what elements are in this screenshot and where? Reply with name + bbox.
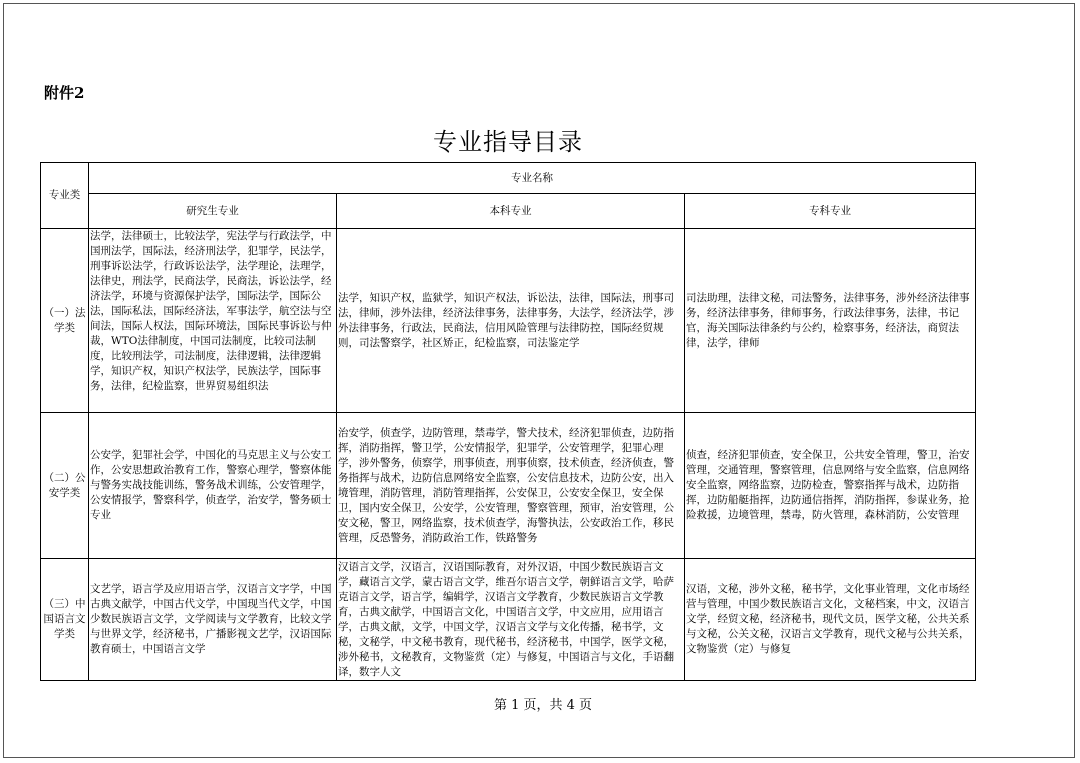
junior-cell: 汉语，文秘，涉外文秘，秘书学，文化事业管理，文化市场经营与管理，中国少数民族语言文化，文秘档案，中文，汉语言文学，经贸文秘，经济秘书，现代文员，医学文秘，公共关系与文秘，公关文秘，汉语言文学教育，现代文秘与公共关系，文物鉴赏（定）与修复 (685, 559, 976, 681)
header-row-2 (41, 194, 976, 229)
major-catalog-table (40, 162, 976, 681)
graduate-cell: 公安学，犯罪社会学，中国化的马克思主义与公安工作，公安思想政治教育工作，警察心理学，警察体能与警务实战技能训练，警务战术训练，公安管理学，公安情报学，警察科学，侦查学，治安学，警务硕士专业 (89, 413, 337, 559)
header-category: 专业类 (41, 163, 89, 229)
header-undergraduate: 本科专业 (337, 194, 685, 229)
table-row (41, 559, 976, 681)
undergraduate-cell: 法学，知识产权，监狱学，知识产权法，诉讼法，法律，国际法，刑事司法，律师，涉外法律，经济法律事务，法律事务，大法学，经济法学，涉外法律事务，行政法，民商法，信用风险管理与法律防控，国际经贸规则，司法警察学，社区矫正，纪检监察，司法鉴定学 (337, 229, 685, 413)
header-junior: 专科专业 (685, 194, 976, 229)
category-cell: （三）中国语言文学类 (41, 559, 89, 681)
attachment-label: 附件2 (44, 84, 85, 102)
undergraduate-cell: 治安学，侦查学，边防管理，禁毒学，警犬技术，经济犯罪侦查，边防指挥，消防指挥，警卫学，公安情报学，犯罪学，公安管理学，犯罪心理学，涉外警务，侦察学，刑事侦查，刑事侦察，技术侦查，经济侦查，警务指挥与战术，边防信息网络安全监察，公安信息技术，边防公安，出入境管理，消防管理，消防管理指挥，公安保卫，公安安全保卫，安全保卫，国内安全保卫，公安学，公安管理，警察管理，预审，治安管理，公安文秘，警卫，网络监察，技术侦查学，海警执法，公安政治工作，移民管理，反恐警务，消防政治工作，铁路警务 (337, 413, 685, 559)
header-major-name: 专业名称 (89, 163, 976, 194)
header-graduate: 研究生专业 (89, 194, 337, 229)
category-cell: （二）公安学类 (41, 413, 89, 559)
category-cell: （一）法学类 (41, 229, 89, 413)
graduate-text: 法学，法律硕士，比较法学，宪法学与行政法学，中国刑法学，国际法，经济刑法学，犯罪学，民法学，刑事诉讼法学，行政诉讼法学，法学理论，法理学，法律史，刑法学，民商法学，民商法，诉讼法学，经济法学，环境与资源保护法学，国际法学，国际公法，国际私法，国际经济法，军事法学，航空法与空间法，国际人权法，国际环境法，国际民事诉讼与仲裁，WTO法律制度，中国司法制度，比较司法制度，比较刑法学，司法制度，法律逻辑，法律逻辑学，知识产权，知识产权法学，民族法学，国际事务，法律，纪检监察，世界贸易组织法 (90, 230, 332, 392)
page-title: 专业指导目录 (433, 128, 583, 156)
table-row (41, 229, 976, 413)
table-row (41, 413, 976, 559)
graduate-cell (89, 229, 337, 413)
undergraduate-cell: 汉语言文学，汉语言，汉语国际教育，对外汉语，中国少数民族语言文学，藏语言文学，蒙古语言文学，维吾尔语言文学，朝鲜语言文学，哈萨克语言文学，语言学，编辑学，汉语言文学教育，少数民族语言文学教育，古典文献学，中国语言文化，中国语言文学，中文应用，应用语言学，古典文献，文学，中国文学，汉语言文学与文化传播，秘书学，文秘，文秘学，中文秘书教育，现代秘书，经济秘书，中国学，医学文秘，涉外秘书，文秘教育，文物鉴赏（定）与修复，中国语言与文化，手语翻译，数字人文 (337, 559, 685, 681)
junior-cell: 司法助理，法律文秘，司法警务，法律事务，涉外经济法律事务，经济法律事务，律师事务，行政法律事务，法律，书记官，海关国际法律条约与公约，检察事务，经济法，商贸法律，法学，律师 (685, 229, 976, 413)
header-row-1 (41, 163, 976, 194)
page-footer: 第 1 页，共 4 页 (493, 698, 593, 713)
graduate-cell: 文艺学，语言学及应用语言学，汉语言文字学，中国古典文献学，中国古代文学，中国现当代文学，中国少数民族语言文学，文学阅读与文学教育，比较文学与世界文学，经济秘书，广播影视文艺学，汉语国际教育硕士，中国语言文学 (89, 559, 337, 681)
junior-cell: 侦查，经济犯罪侦查，安全保卫，公共安全管理，警卫，治安管理，交通管理，警察管理，信息网络与安全监察，信息网络安全监察，网络监察，边防检查，警察指挥与战术，边防指挥，边防船艇指挥，边防通信指挥，消防指挥，参谋业务，抢险救援，边境管理，禁毒，防火管理，森林消防，公安管理 (685, 413, 976, 559)
